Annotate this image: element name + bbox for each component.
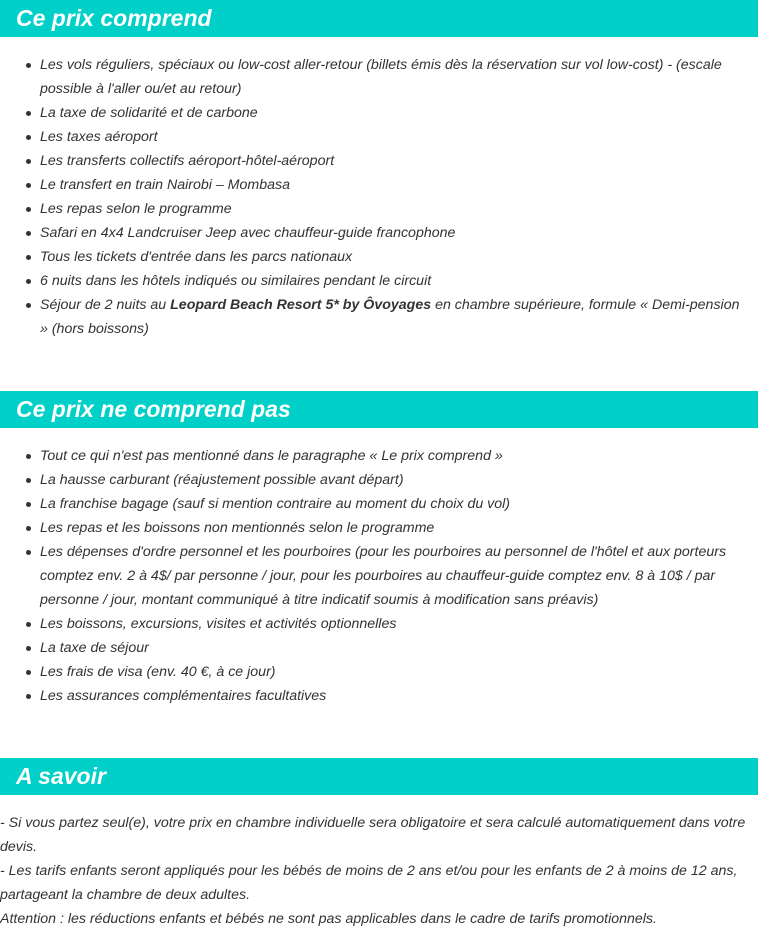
info-header: [0, 758, 758, 795]
list-item: Les assurances complémentaires facultatives: [0, 684, 758, 708]
hotel-stay-text-after: en chambre supérieure, formule « Demi-pension » (hors boissons): [40, 297, 740, 337]
list-item: Safari en 4x4 Landcruiser Jeep avec chauffeur-guide francophone: [0, 221, 758, 245]
hotel-stay-text-before: Séjour de 2 nuits au: [40, 297, 171, 313]
note-child-rates: - Les tarifs enfants seront appliqués pour les bébés de moins de 2 ans et/ou pour les enfants de 2 à moins de 12 ans, partageant la chambre de deux adultes.: [0, 863, 738, 903]
excludes-list: [0, 444, 758, 708]
includes-title: Ce prix comprend: [16, 5, 212, 31]
excludes-title: Ce prix ne comprend pas: [16, 396, 291, 422]
note-single-traveler: - Si vous partez seul(e), votre prix en chambre individuelle sera obligatoire et sera calculé automatiquement dans votre devis.: [0, 815, 746, 855]
excludes-header: [0, 391, 758, 428]
list-item: La taxe de séjour: [0, 636, 758, 660]
list-item: Les vols réguliers, spéciaux ou low-cost aller-retour (billets émis dès la réservation sur vol low-cost) - (escale possible à l'aller ou/et au retour): [0, 53, 758, 101]
list-item-hotel-stay: [0, 293, 758, 341]
list-item: Les taxes aéroport: [0, 125, 758, 149]
list-item: Les boissons, excursions, visites et activités optionnelles: [0, 612, 758, 636]
note-promo-warning: Attention : les réductions enfants et bébés ne sont pas applicables dans le cadre de tarifs promotionnels.: [0, 911, 657, 927]
list-item: La franchise bagage (sauf si mention contraire au moment du choix du vol): [0, 492, 758, 516]
info-notes: [0, 811, 758, 931]
list-item: La hausse carburant (réajustement possible avant départ): [0, 468, 758, 492]
list-item: Tout ce qui n'est pas mentionné dans le paragraphe « Le prix comprend »: [0, 444, 758, 468]
list-item: Les frais de visa (env. 40 €, à ce jour): [0, 660, 758, 684]
list-item: Les repas selon le programme: [0, 197, 758, 221]
info-title: A savoir: [16, 763, 106, 789]
list-item: La taxe de solidarité et de carbone: [0, 101, 758, 125]
list-item: Les repas et les boissons non mentionnés selon le programme: [0, 516, 758, 540]
includes-header: [0, 0, 758, 37]
list-item: 6 nuits dans les hôtels indiqués ou similaires pendant le circuit: [0, 269, 758, 293]
list-item: Les transferts collectifs aéroport-hôtel-aéroport: [0, 149, 758, 173]
list-item: Tous les tickets d'entrée dans les parcs nationaux: [0, 245, 758, 269]
includes-list: [0, 53, 758, 341]
hotel-name: Leopard Beach Resort 5* by Ôvoyages: [170, 297, 432, 313]
list-item: Le transfert en train Nairobi – Mombasa: [0, 173, 758, 197]
list-item: Les dépenses d'ordre personnel et les pourboires (pour les pourboires au personnel de l'hôtel et aux porteurs comptez env. 2 à 4$/ par personne / jour, pour les pourboires au chauffeur-guide comptez env. 8 à 10$ / par personne / jour, montant communiqué à titre indicatif soumis à modification sans préavis): [0, 540, 758, 612]
